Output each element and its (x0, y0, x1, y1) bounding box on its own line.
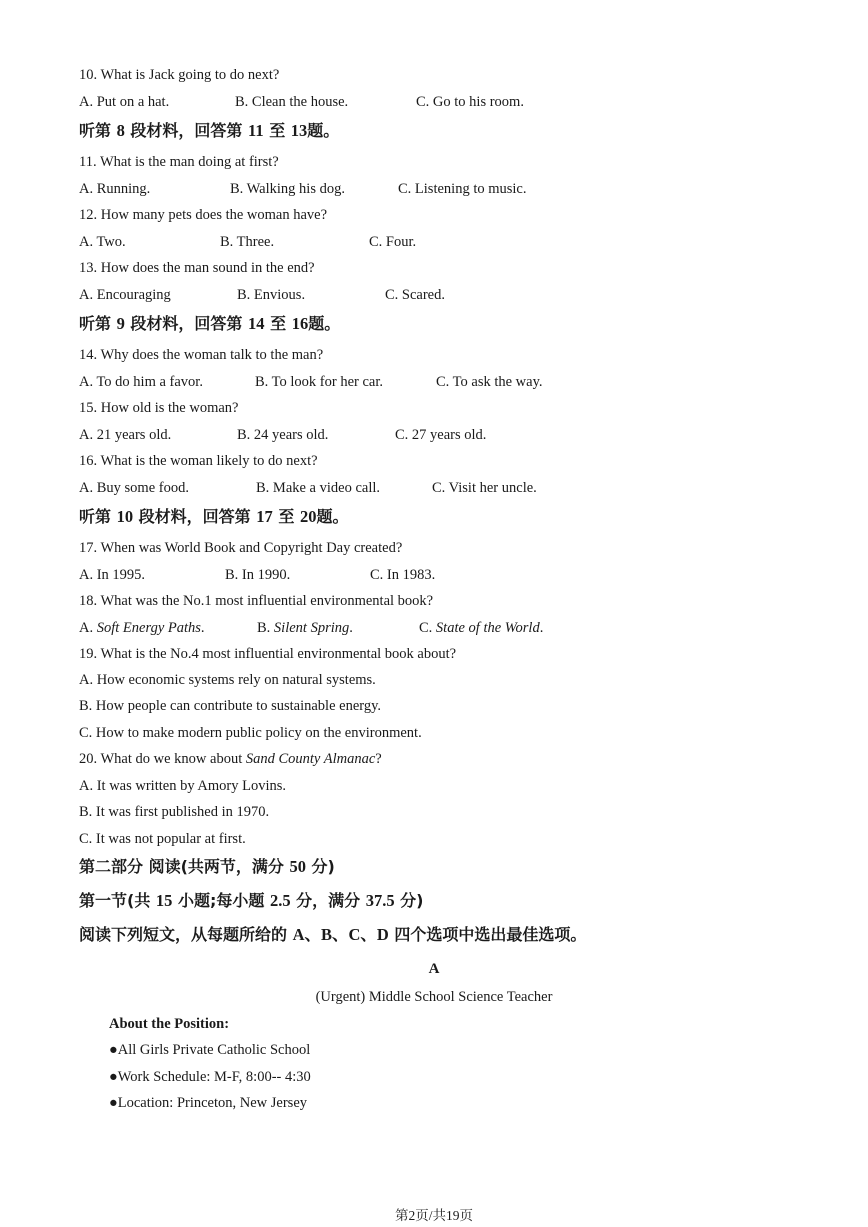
option-a: A. Soft Energy Paths. (79, 620, 205, 636)
option-c: C. How to make modern public policy on the environment. (79, 725, 422, 741)
option-c: C. It was not popular at first. (79, 831, 246, 847)
option-b: B. Walking his dog. (230, 181, 345, 197)
option-b: B. How people can contribute to sustainable energy. (79, 698, 382, 714)
question-12: 12. How many pets does the woman have? (79, 207, 328, 223)
question-15: 15. How old is the woman? (79, 400, 239, 416)
option-c: C. 27 years old. (395, 427, 487, 443)
question-16: 16. What is the woman likely to do next? (79, 453, 318, 469)
question-11: 11. What is the man doing at first? (79, 154, 279, 170)
question-10: 10. What is Jack going to do next? (79, 67, 280, 83)
option-a: A. Encouraging (79, 287, 171, 303)
option-b: B. Make a video call. (256, 480, 381, 496)
option-a: A. Two. (79, 234, 126, 250)
option-c: C. To ask the way. (436, 374, 543, 390)
question-19: 19. What is the No.4 most influential environmental book about? (79, 646, 457, 662)
option-c: C. Four. (369, 234, 417, 250)
section-heading: 第一节(共 15 小题;每小题 2.5 分，满分 37.5 分) (79, 891, 424, 910)
question-14: 14. Why does the woman talk to the man? (79, 347, 324, 363)
option-b: B. To look for her car. (255, 374, 383, 390)
option-c: C. State of the World. (419, 620, 544, 636)
option-a: A. How economic systems rely on natural systems. (79, 672, 376, 688)
option-c: C. Go to his room. (416, 94, 524, 110)
option-a: A. Buy some food. (79, 480, 189, 496)
option-c: C. Listening to music. (398, 181, 527, 197)
instruction: 阅读下列短文，从每题所给的 A、B、C、D 四个选项中选出最佳选项。 (79, 925, 587, 944)
option-a: A. To do him a favor. (79, 374, 203, 390)
question-13: 13. How does the man sound in the end? (79, 260, 315, 276)
passage-title: (Urgent) Middle School Science Teacher (315, 989, 553, 1005)
option-a: A. 21 years old. (79, 427, 172, 443)
section-heading-10: 听第 10 段材料，回答第 17 至 20题。 (79, 507, 349, 526)
part-heading: 第二部分 阅读(共两节，满分 50 分) (79, 857, 335, 876)
option-a: A. Running. (79, 181, 151, 197)
question-18: 18. What was the No.1 most influential environmental book? (79, 593, 434, 609)
option-b: B. Envious. (237, 287, 306, 303)
bullet-item: ●Location: Princeton, New Jersey (109, 1095, 308, 1111)
about-heading: About the Position: (109, 1016, 230, 1032)
page-number: 第2页/共19页 (394, 1208, 473, 1223)
option-b: B. Silent Spring. (257, 620, 353, 636)
question-20: 20. What do we know about Sand County Almanac? (79, 751, 382, 767)
option-c: C. Visit her uncle. (432, 480, 537, 496)
option-b: B. 24 years old. (237, 427, 329, 443)
bullet-item: ●Work Schedule: M-F, 8:00-- 4:30 (109, 1069, 311, 1085)
question-17: 17. When was World Book and Copyright Day created? (79, 540, 403, 556)
option-a: A. It was written by Amory Lovins. (79, 778, 287, 794)
option-a: A. In 1995. (79, 567, 146, 583)
option-a: A. Put on a hat. (79, 94, 170, 110)
option-c: C. Scared. (385, 287, 445, 303)
option-b: B. It was first published in 1970. (79, 804, 270, 820)
option-c: C. In 1983. (370, 567, 436, 583)
option-b: B. In 1990. (225, 567, 291, 583)
option-b: B. Clean the house. (235, 94, 349, 110)
section-heading-9: 听第 9 段材料，回答第 14 至 16题。 (79, 314, 341, 333)
section-heading-8: 听第 8 段材料，回答第 11 至 13题。 (79, 121, 340, 140)
bullet-item: ●All Girls Private Catholic School (109, 1042, 311, 1058)
passage-letter: A (428, 961, 440, 977)
option-b: B. Three. (220, 234, 275, 250)
